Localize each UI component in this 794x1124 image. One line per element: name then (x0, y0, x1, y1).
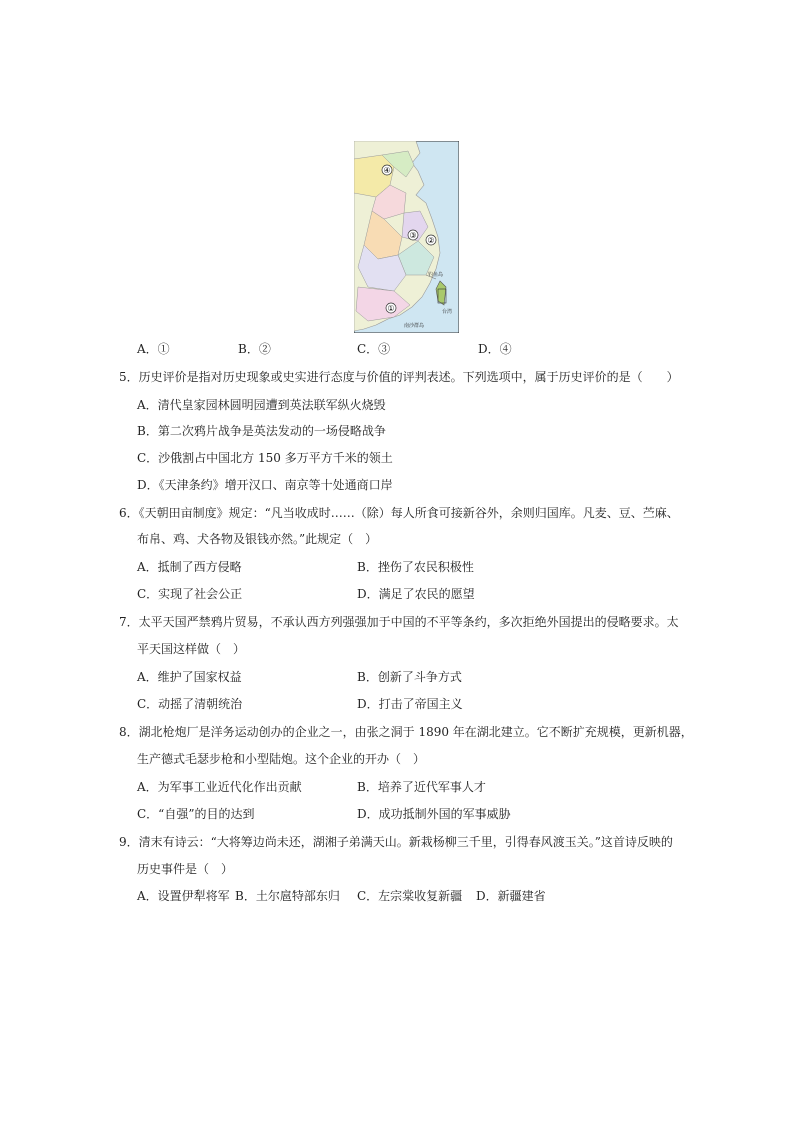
q8-option-c: C．“自强”的目的达到 (137, 807, 255, 821)
q4-option-a: A．① (137, 342, 170, 356)
map-figure (354, 141, 459, 333)
q6-option-a: A．抵制了西方侵略 (137, 560, 242, 574)
label-taiwan: 台湾 (442, 309, 453, 315)
q8-option-d: D．成功抵制外国的军事威胁 (357, 807, 511, 821)
q9-option-a: A．设置伊犁将军 (137, 889, 230, 903)
q5-option-b: B．第二次鸦片战争是英法发动的一场侵略战争 (137, 424, 386, 438)
q7-option-c: C．动摇了清朝统治 (137, 697, 243, 711)
q9-option-d: D．新疆建省 (476, 889, 546, 903)
q9-option-c: C．左宗棠收复新疆 (357, 889, 463, 903)
q8-stem-line2: 生产德式毛瑟步枪和小型陆炮。这个企业的开办（ ） (137, 752, 426, 766)
marker-4 (382, 165, 392, 175)
svg-text:④: ④ (383, 166, 391, 175)
svg-text:①: ① (387, 304, 395, 313)
q6-stem-line1: 6．《天朝田亩制度》规定：“凡当收成时……（除）每人所食可接新谷外，余则归国库。凡麦、豆、苎麻、 (119, 506, 679, 520)
q6-option-c: C．实现了社会公正 (137, 587, 243, 601)
q5-stem: 5．历史评价是指对历史现象或史实进行态度与价值的评判表述。下列选项中，属于历史评价的是（ ） (119, 370, 679, 384)
q7-option-b: B．创新了斗争方式 (357, 670, 462, 684)
q4-option-b: B．② (238, 342, 271, 356)
q4-option-c: C．③ (357, 342, 391, 356)
marker-1 (386, 303, 396, 313)
q7-option-a: A．维护了国家权益 (137, 670, 242, 684)
label-islands: 钓鱼岛 (428, 272, 444, 278)
q7-stem-line1: 7．太平天国严禁鸦片贸易，不承认西方列强强加于中国的不平等条约，多次拒绝外国提出的侵略要求。太 (119, 615, 679, 629)
q7-stem-line2: 平天国这样做（ ） (137, 642, 246, 656)
q9-option-b: B．土尔扈特部东归 (235, 889, 340, 903)
q6-stem-line2: 布帛、鸡、犬各物及银钱亦然。”此规定（ ） (137, 532, 378, 546)
q6-option-d: D．满足了农民的愿望 (357, 587, 475, 601)
q9-stem-line2: 历史事件是（ ） (137, 862, 234, 876)
q6-option-b: B．挫伤了农民积极性 (357, 560, 474, 574)
label-south: 南沙群岛 (404, 323, 425, 329)
marker-3 (408, 230, 418, 240)
svg-text:②: ② (427, 236, 435, 245)
svg-text:③: ③ (409, 231, 417, 240)
q4-option-d: D．④ (478, 342, 512, 356)
q5-option-d: D．《天津条约》增开汉口、南京等十处通商口岸 (137, 478, 393, 492)
q8-option-a: A．为军事工业近代化作出贡献 (137, 780, 302, 794)
q5-option-c: C．沙俄割占中国北方 150 多万平方千米的领土 (137, 451, 393, 465)
marker-2 (426, 235, 436, 245)
q5-option-a: A．清代皇家园林圆明园遭到英法联军纵火烧毁 (137, 398, 386, 412)
q7-option-d: D．打击了帝国主义 (357, 697, 463, 711)
q9-stem-line1: 9．清末有诗云：“大将筹边尚未还，湖湘子弟满天山。新栽杨柳三千里，引得春风渡玉关。”这首诗反映的 (119, 835, 673, 849)
q8-stem-line1: 8．湖北枪炮厂是洋务运动创办的企业之一，由张之洞于 1890 年在湖北建立。它不断扩充规模，更新机器， (119, 725, 693, 739)
q8-option-b: B．培养了近代军事人才 (357, 780, 486, 794)
